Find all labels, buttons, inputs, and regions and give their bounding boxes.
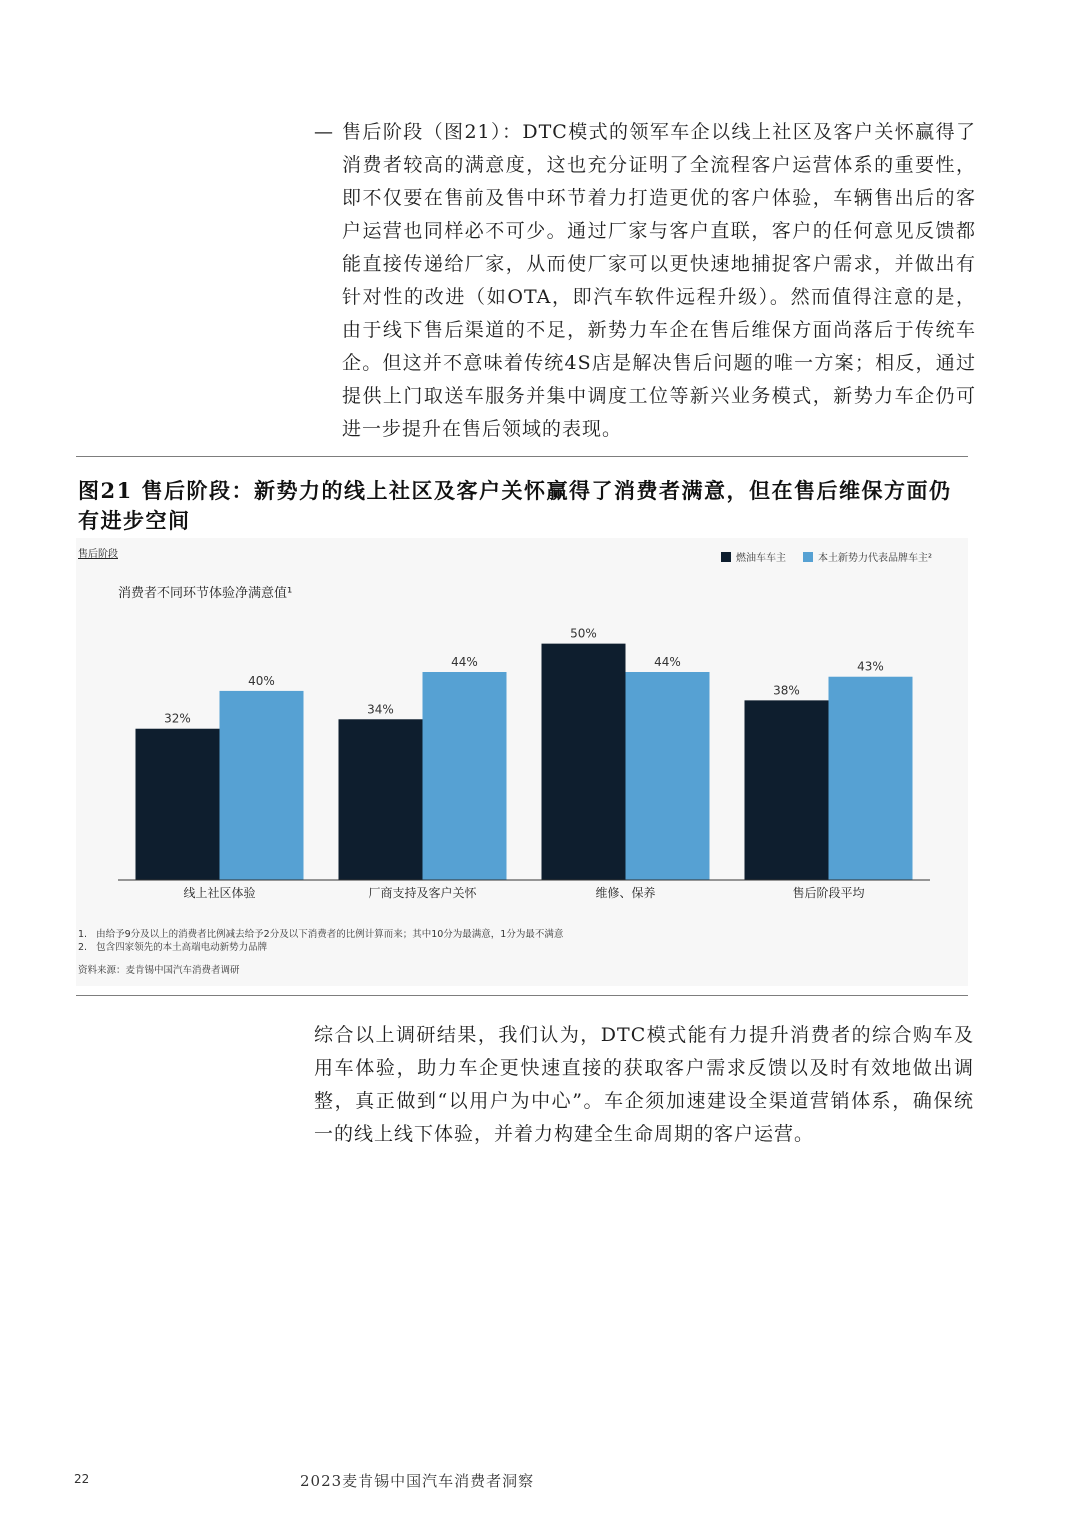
source-note: 资料来源：麦肯锡中国汽车消费者调研 <box>78 965 240 976</box>
legend-label: 燃油车车主 <box>736 553 786 564</box>
bar-nev-3 <box>829 677 913 880</box>
bar-nev-0 <box>220 691 304 880</box>
footnote-2: 2. 包含四家领先的本土高端电动新势力品牌 <box>78 942 268 953</box>
legend <box>721 551 932 564</box>
page-number: 22 <box>74 1472 90 1486</box>
bar-fuel-3 <box>745 700 829 880</box>
data-label: 50% <box>570 626 597 641</box>
data-label: 38% <box>773 683 800 698</box>
data-label: 43% <box>857 659 884 674</box>
figure-title: 图21 售后阶段：新势力的线上社区及客户关怀赢得了消费者满意，但在售后维保方面仍有进步空间 <box>78 478 952 533</box>
report-title: 2023麦肯锡中国汽车消费者洞察 <box>300 1472 535 1490</box>
data-label: 44% <box>654 655 681 669</box>
conclusion-paragraph: 综合以上调研结果，我们认为，DTC模式能有力提升消费者的综合购车及用车体验，助力车企更快速直接的获取客户需求反馈以及时有效地做出调整，真正做到“以用户为中心”。车企须加速建设全渠道营销体系，确保统一的线上线下体验，并着力构建全生命周期的客户运营。 <box>314 1024 974 1145</box>
bullet-dash: — <box>314 121 334 143</box>
x-tick-label: 线上社区体验 <box>183 886 256 900</box>
chart-panel <box>76 538 968 986</box>
bar-fuel-0 <box>136 729 220 880</box>
chart-subtitle: 消费者不同环节体验净满意值¹ <box>118 586 293 601</box>
legend-swatch <box>803 552 813 562</box>
bar-fuel-1 <box>339 719 423 880</box>
bar-nev-1 <box>423 672 507 880</box>
legend-swatch <box>721 552 731 562</box>
intro-paragraph: 售后阶段（图21）：DTC模式的领军车企以线上社区及客户关怀赢得了消费者较高的满意度，这也充分证明了全流程客户运营体系的重要性，即不仅要在售前及售中环节着力打造更优的客户体验，车辆售出后的客户运营也同样必不可少。通过厂家与客户直联，客户的任何意见反馈都能直接传递给厂家，从而使厂家可以更快速地捕捉客户需求，并做出有针对性的改进（如OTA，即汽车软件远程升级）。然而值得注意的是，由于线下售后渠道的不足，新势力车企在售后维保方面尚落后于传统车企。但这并不意味着传统4S店是解决售后问题的唯一方案；相反，通过提供上门取送车服务并集中调度工位等新兴业务模式，新势力车企仍可进一步提升在售后领域的表现。 <box>342 121 976 440</box>
data-label: 32% <box>164 711 191 726</box>
figure-top-rule <box>76 456 968 457</box>
data-label: 34% <box>367 702 394 717</box>
bar-fuel-2 <box>542 644 626 880</box>
data-label: 40% <box>248 673 275 688</box>
bar-chart <box>76 538 968 986</box>
x-tick-label: 售后阶段平均 <box>792 886 865 900</box>
footnote-1: 1. 由给予9分及以上的消费者比例减去给予2分及以下消费者的比例计算而来；其中10分为最满意，1分为最不满意 <box>78 929 564 940</box>
x-tick-label: 厂商支持及客户关怀 <box>368 886 477 900</box>
bar-nev-2 <box>626 672 710 880</box>
legend-label: 本土新势力代表品牌车主² <box>818 553 933 564</box>
section-label: 售后阶段 <box>78 549 118 560</box>
data-label: 44% <box>451 655 478 669</box>
x-tick-label: 维修、保养 <box>595 886 656 900</box>
figure-bottom-rule <box>76 995 968 996</box>
intro-section <box>314 116 976 446</box>
